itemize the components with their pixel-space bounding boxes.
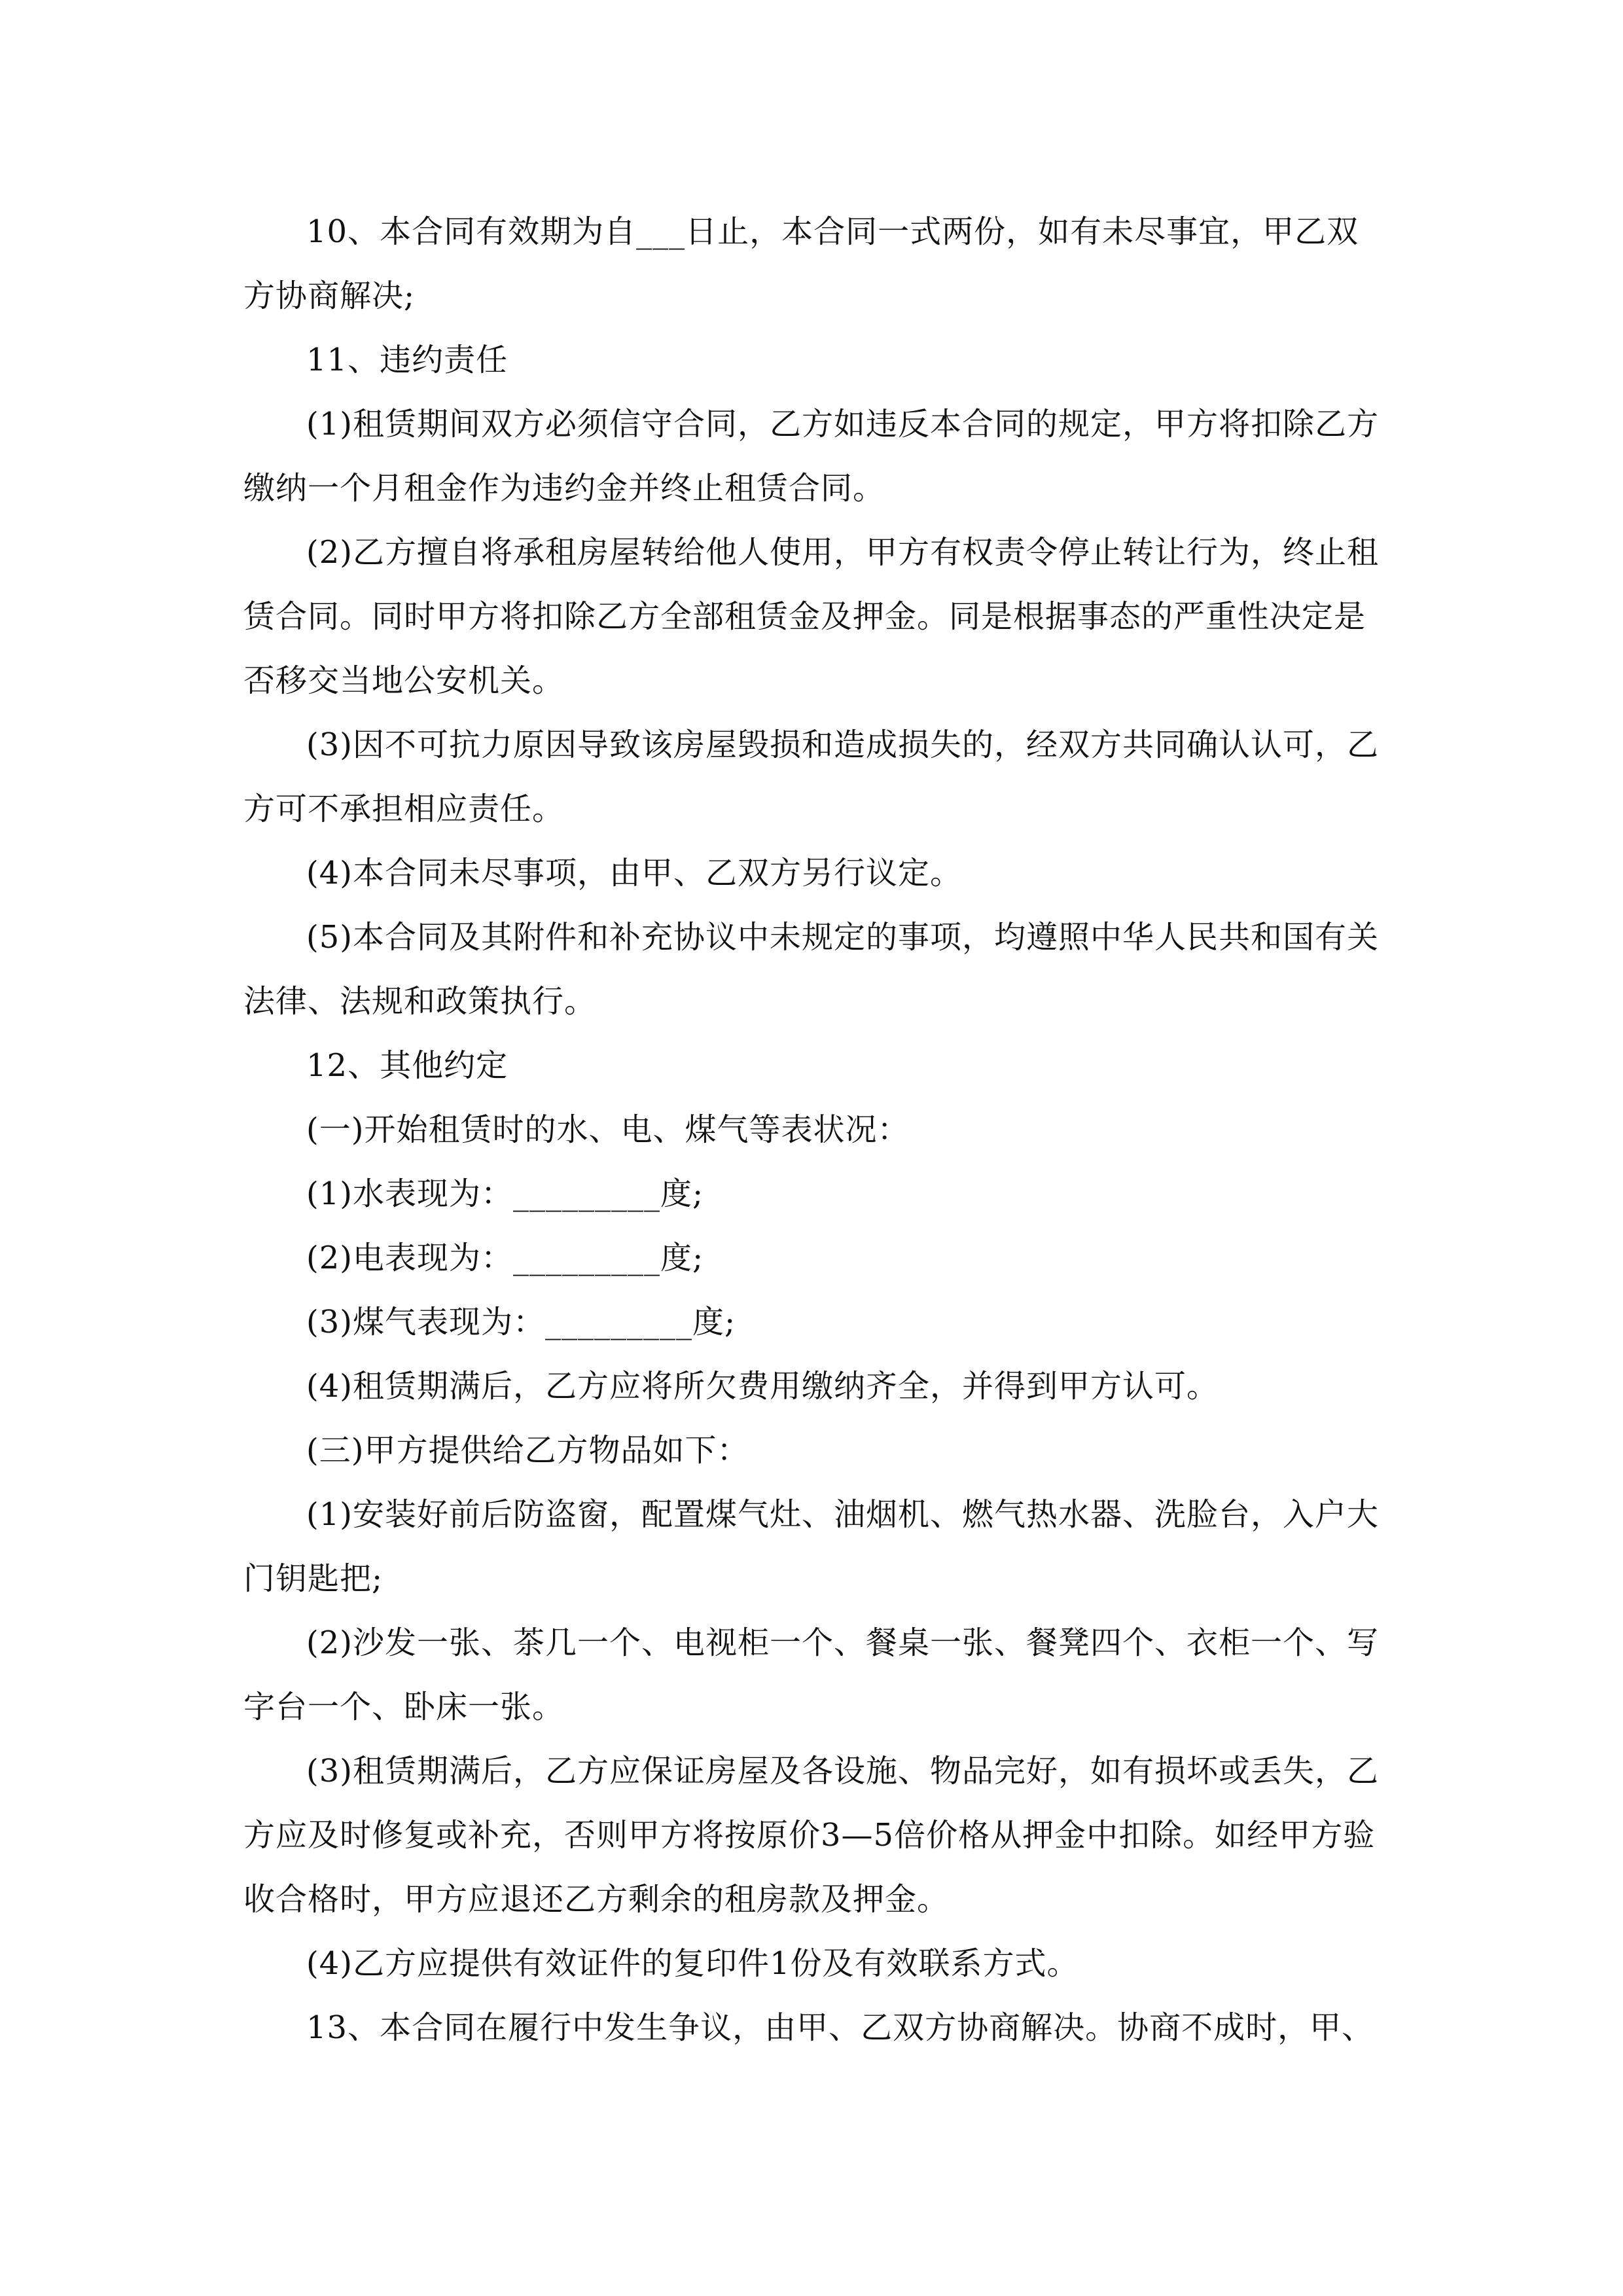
clause-13-dispute: 13、本合同在履行中发生争议，由甲、乙双方协商解决。协商不成时，甲、 [306,2009,1374,2046]
items-item-3: (3)租赁期满后，乙方应保证房屋及各设施、物品完好，如有损坏或丢失，乙方应及时修复或补充，否则甲方将按原价3—5倍价格从押金中扣除。如经甲方验收合格时，甲方应退还乙方剩余的租房款及押金。 [243,1753,1379,1918]
clause-11-heading: 11、违约责任 [306,342,508,378]
clause-11-item-4: (4)本合同未尽事项，由甲、乙双方另行议定。 [306,855,962,891]
items-item-4: (4)乙方应提供有效证件的复印件1份及有效联系方式。 [306,1945,1079,1982]
meter-settlement-line: (4)租赁期满后，乙方应将所欠费用缴纳齐全，并得到甲方认可。 [306,1368,1219,1405]
clause-12-heading: 12、其他约定 [306,1047,508,1084]
items-item-2: (2)沙发一张、茶几一个、电视柜一个、餐桌一张、餐凳四个、衣柜一个、写字台一个、卧床一张。 [243,1624,1379,1725]
clause-12-meters-heading: (一)开始租赁时的水、电、煤气等表状况： [306,1111,910,1148]
water-meter-line: (1)水表现为：_________度; [306,1175,704,1212]
contract-body [243,200,1382,2060]
clause-11-item-3: (3)因不可抗力原因导致该房屋毁损和造成损失的，经双方共同确认认可，乙方可不承担相应责任。 [243,726,1379,827]
clause-10-validity: 10、本合同有效期为自___日止，本合同一式两份，如有未尽事宜，甲乙双方协商解决; [243,213,1359,314]
clause-11-item-5: (5)本合同及其附件和补充协议中未规定的事项，均遵照中华人民共和国有关法律、法规和政策执行。 [243,919,1379,1020]
clause-11-item-1: (1)租赁期间双方必须信守合同，乙方如违反本合同的规定，甲方将扣除乙方缴纳一个月租金作为违约金并终止租赁合同。 [243,406,1379,507]
clause-11-item-2: (2)乙方擅自将承租房屋转给他人使用，甲方有权责令停止转让行为，终止租赁合同。同时甲方将扣除乙方全部租赁金及押金。同是根据事态的严重性决定是否移交当地公安机关。 [243,534,1379,699]
gas-meter-line: (3)煤气表现为：_________度; [306,1304,736,1340]
electric-meter-line: (2)电表现为：_________度; [306,1240,704,1276]
items-item-1: (1)安装好前后防盗窗，配置煤气灶、油烟机、燃气热水器、洗脸台，入户大门钥匙把; [243,1496,1379,1597]
clause-12-items-heading: (三)甲方提供给乙方物品如下： [306,1432,749,1469]
